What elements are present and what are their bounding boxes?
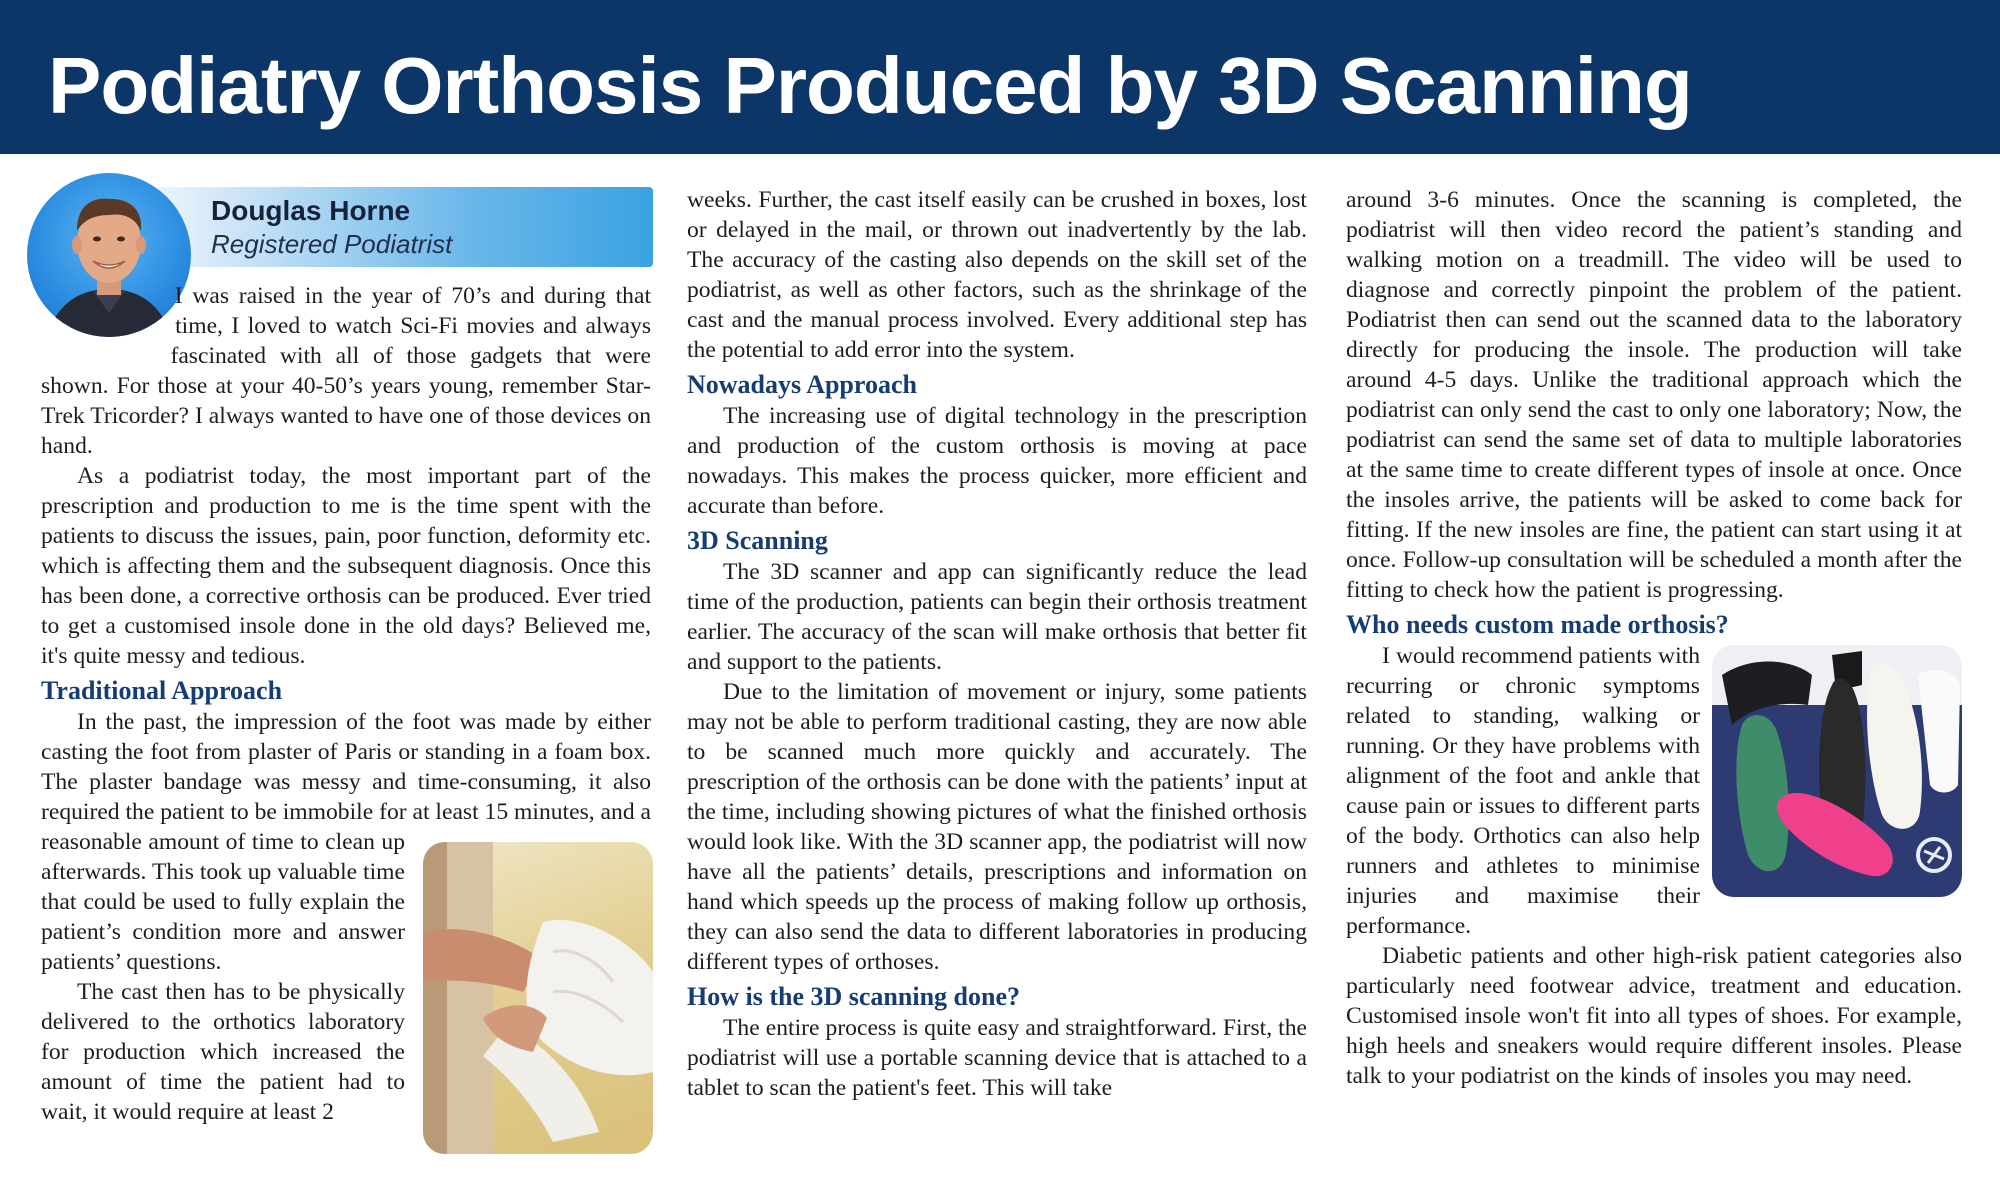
how-paragraph: The entire process is quite easy and straightforward. First, the podiatrist will use a portable scanning device that is attached to a tablet to scan the patient's feet. This will take [687,1015,1307,1101]
insoles-photo [1712,645,1962,897]
heading-nowadays-approach: Nowadays Approach [687,370,917,399]
plaster-cast-image [423,842,653,1154]
author-name: Douglas Horne [211,195,411,226]
heading-3d-scanning: 3D Scanning [687,526,828,555]
avatar-wrap-space [41,245,191,355]
heading-who-needs-orthosis: Who needs custom made orthosis? [1346,610,1729,639]
continued-paragraph: weeks. Further, the cast itself easily can be crushed in boxes, lost or delayed in the mail, or thrown out inadvertently by the lab. The accuracy of the casting also depends on the skill set of the podiatrist, as well as other factors, such as the shrinkage of the cast and the manual process involved. Every additional step has the potential to add error into the system. [687,187,1307,363]
intro-paragraph-1: I was raised in the year of 70’s and during that time, I loved to watch Sci-Fi movies and always fascinated with all of those gadgets that were shown. For those at your 40-50’s years young, remember Star-Trek Tricorder? I always wanted to have one of those devices on hand. [41,283,651,459]
heading-traditional-approach: Traditional Approach [41,676,283,705]
nowadays-paragraph: The increasing use of digital technology in the prescription and production of the custom orthosis is moving at pace nowadays. This makes the process quicker, more efficient and accurate than before. [687,403,1307,519]
author-title: Registered Podiatrist [211,229,453,259]
who-paragraph-1: I would recommend patients with recurring or chronic symptoms related to standing, walking or running. Or they have problems with alignment of the foot and ankle that cause pain or issues to different parts of the body. Orthotics can also help runners and athletes to minimise injuries and maximise their performance. [1346,643,1700,939]
intro-paragraph-2: As a podiatrist today, the most important part of the prescription and production to me is the time spent with the patients to discuss the issues, pain, poor function, deformity etc. which is affecting them and the subsequent diagnosis. Once this has been done, a corrective orthosis can be produced. Ever tried to get a customised insole done in the old days? Believed me, it's quite messy and tedious. [41,463,651,669]
column-2 [687,185,1307,1103]
heading-how-scanning-done: How is the 3D scanning done? [687,982,1020,1011]
title-banner [0,0,2000,154]
column-3 [1346,185,1962,1091]
page-title: Podiatry Orthosis Produced by 3D Scanning [48,41,1692,130]
traditional-paragraph-1: In the past, the impression of the foot was made by either casting the foot from plaster of Paris or standing in a foam box. The plaster bandage was messy and time-consuming, it also required the patient to be immobile for at least 15 minutes, and a reasonable amount of time to clean up afterwards. This took up valuable time that could be used to fully explain the patient’s condition more and answer patients’ questions. [41,709,651,975]
scanning-paragraph-2: Due to the limitation of movement or injury, some patients may not be able to perform traditional casting, they are now able to be scanned much more quickly and accurately. The prescription of the orthosis can be done with the patients’ input at the time, including showing pictures of what the finished orthosis would look like. With the 3D scanner app, the podiatrist will now have all the patients’ details, prescriptions and information on hand which speeds up the process of making follow up orthosis, they can also send the data to different laboratories in producing different types of orthoses. [687,679,1307,975]
traditional-paragraph-2: The cast then has to be physically delivered to the orthotics laboratory for production which increased the amount of time the patient had to wait, it would require at least 2 [41,979,405,1125]
who-paragraph-2: Diabetic patients and other high-risk patient categories also particularly need footwear advice, treatment and education. Customised insole won't fit into all types of shoes. For example, high heels and sneakers would require different insoles. Please talk to your podiatrist on the kinds of insoles you may need. [1346,943,1962,1089]
scanning-paragraph-1: The 3D scanner and app can significantly reduce the lead time of the production, patients can begin their orthosis treatment earlier. The accuracy of the scan will make orthosis that better fit and support to the patients. [687,559,1307,675]
plaster-cast-photo [423,842,653,1154]
insoles-image [1712,645,1962,897]
continued-paragraph-col3: around 3-6 minutes. Once the scanning is completed, the podiatrist will then video record the patient’s standing and walking motion on a treadmill. The video will be used to diagnose and correctly pinpoint the problem of the patient. Podiatrist then can send out the scanned data to the laboratory directly for producing the insole. The production will take around 4-5 days. Unlike the traditional approach which the podiatrist can only send the cast to only one laboratory; Now, the podiatrist can send the same set of data to multiple laboratories at the same time to create different types of insole at once. Once the insoles arrive, the patients will be asked to come back for fitting. If the new insoles are fine, the patient can start using it at once. Follow-up consultation will be scheduled a month after the fitting to check how the patient is progressing. [1346,187,1962,603]
